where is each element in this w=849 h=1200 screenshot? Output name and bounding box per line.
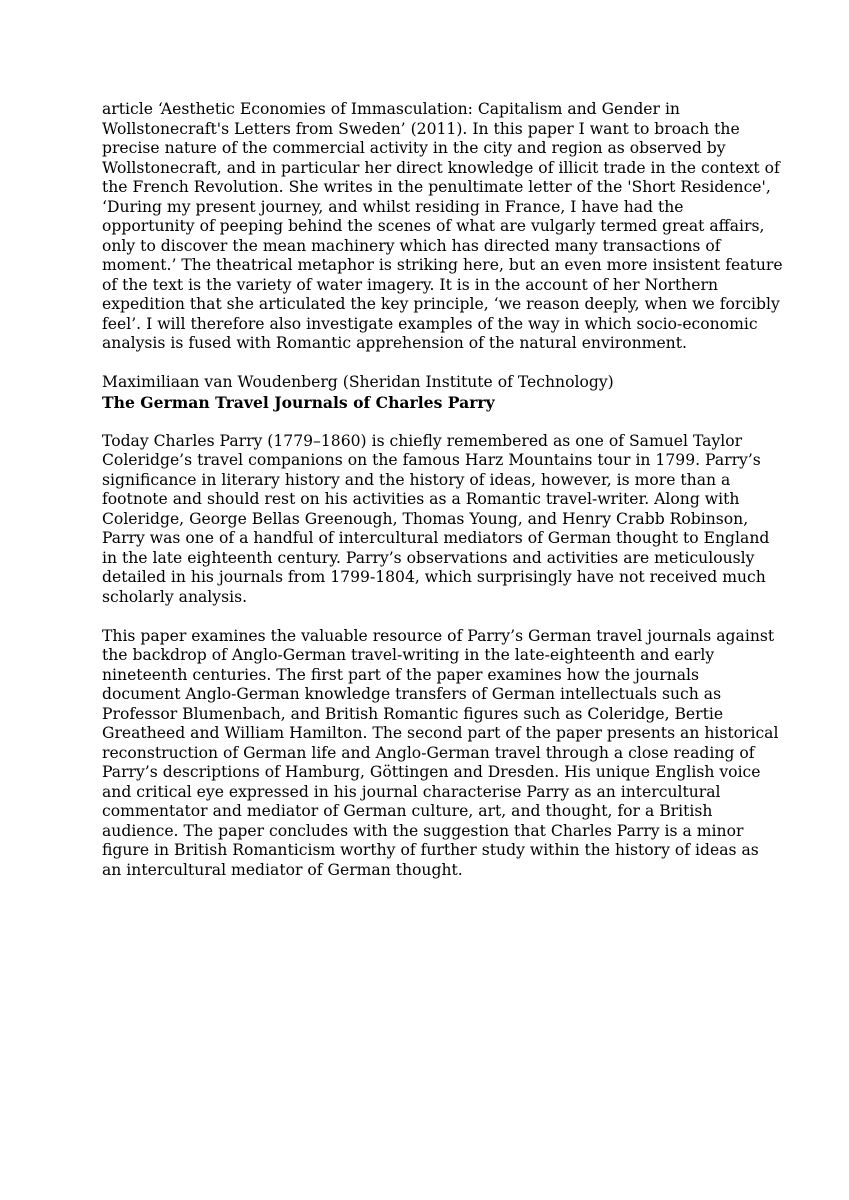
text-line: Greatheed and William Hamilton. The second part of the paper presents an historical <box>102 724 779 742</box>
text-line: article ‘Aesthetic Economies of Immasculation: Capitalism and Gender in <box>102 100 680 118</box>
text-line: scholarly analysis. <box>102 587 248 606</box>
paragraph-spacer <box>102 412 747 432</box>
text-line: in the late eighteenth century. Parry’s observations and activities are meticulously <box>102 548 755 567</box>
text-line: Wollstonecraft's Letters from Sweden’ (2011). In this paper I want to broach the <box>102 119 740 138</box>
abstract-header <box>102 373 747 412</box>
text-line: moment.’ The theatrical metaphor is striking here, but an even more insistent feature <box>102 256 783 274</box>
text-line: of the text is the variety of water imagery. It is in the account of her Northern <box>102 275 719 294</box>
paragraph-spacer <box>102 354 747 374</box>
text-line: Today Charles Parry (1779–1860) is chiefly remembered as one of Samuel Taylor <box>102 431 743 450</box>
text-line: Coleridge, George Bellas Greenough, Thomas Young, and Henry Crabb Robinson, <box>102 509 749 528</box>
abstract-paragraph-2 <box>102 626 779 881</box>
text-line: reconstruction of German life and Anglo-German travel through a close reading of <box>102 743 755 762</box>
text-line: opportunity of peeping behind the scenes of what are vulgarly termed great affairs, <box>102 217 765 235</box>
text-line: detailed in his journals from 1799-1804, which surprisingly have not received much <box>102 568 766 586</box>
abstract-paragraph-1 <box>102 431 770 608</box>
author-affiliation: Maximiliaan van Woudenberg (Sheridan Institute of Technology) <box>102 373 614 391</box>
text-line: analysis is fused with Romantic apprehension of the natural environment. <box>102 334 687 352</box>
text-line: nineteenth centuries. The first part of the paper examines how the journals <box>102 665 700 684</box>
text-line: figure in British Romanticism worthy of further study within the history of ideas as <box>102 841 759 859</box>
text-line: precise nature of the commercial activity in the city and region as observed by <box>102 139 726 157</box>
text-line: feel’. I will therefore also investigate examples of the way in which socio-economic <box>102 314 758 333</box>
text-line: document Anglo-German knowledge transfers of German intellectuals such as <box>102 685 722 703</box>
text-line: ‘During my present journey, and whilst residing in France, I have had the <box>102 197 684 216</box>
text-line: the backdrop of Anglo-German travel-writing in the late-eighteenth and early <box>102 646 715 664</box>
text-line: Parry was one of a handful of intercultural mediators of German thought to England <box>102 529 770 547</box>
text-line: Wollstonecraft, and in particular her direct knowledge of illicit trade in the context of <box>102 158 780 177</box>
text-line: the French Revolution. She writes in the penultimate letter of the 'Short Residence', <box>102 178 771 196</box>
text-line: This paper examines the valuable resource of Parry’s German travel journals against <box>102 626 775 645</box>
text-line: Professor Blumenbach, and British Romantic figures such as Coleridge, Bertie <box>102 704 724 723</box>
text-line: footnote and should rest on his activities as a Romantic travel-writer. Along with <box>102 490 740 508</box>
text-line: expedition that she articulated the key principle, ‘we reason deeply, when we forcibly <box>102 295 780 313</box>
text-line: significance in literary history and the history of ideas, however, is more than a <box>102 470 731 489</box>
text-line: Coleridge’s travel companions on the famous Harz Mountains tour in 1799. Parry’s <box>102 451 761 469</box>
text-line: Parry’s descriptions of Hamburg, Göttingen and Dresden. His unique English voice <box>102 763 761 781</box>
text-line: commentator and mediator of German culture, art, and thought, for a British <box>102 802 713 820</box>
text-line: audience. The paper concludes with the suggestion that Charles Parry is a minor <box>102 821 744 840</box>
text-line: an intercultural mediator of German thought. <box>102 860 463 879</box>
intro-paragraph <box>102 100 783 354</box>
text-line: and critical eye expressed in his journal characterise Parry as an intercultural <box>102 782 721 801</box>
paper-title: The German Travel Journals of Charles Parry <box>102 392 495 412</box>
paragraph-spacer <box>102 607 747 627</box>
text-line: only to discover the mean machinery which has directed many transactions of <box>102 236 721 255</box>
page-content <box>102 100 783 880</box>
